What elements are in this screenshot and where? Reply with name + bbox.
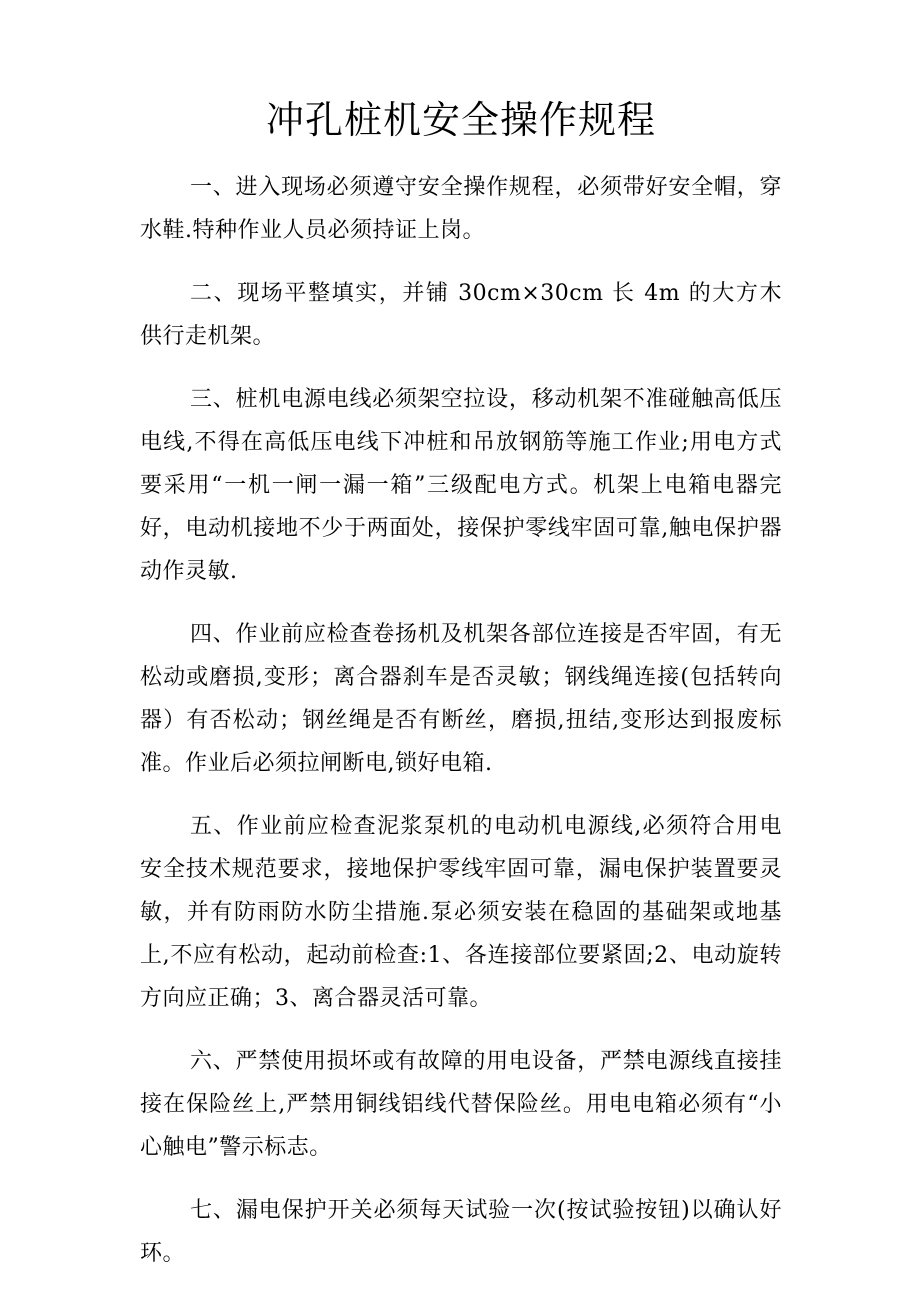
paragraph-5: 五、作业前应检查泥浆泵机的电动机电源线,必须符合用电安全技术规范要求，接地保护零线牢固可靠，漏电保护装置要灵敏，并有防雨防水防尘措施.泵必须安装在稳固的基础架或地基上,不应有松动，起动前检查:1、各连接部位要紧固;2、电动旋转方向应正确；3、离合器灵活可靠。 <box>140 814 782 1011</box>
document-page <box>140 96 782 1295</box>
paragraph-1: 一、进入现场必须遵守安全操作规程，必须带好安全帽，穿水鞋.特种作业人员必须持证上岗。 <box>140 175 782 243</box>
paragraph-3: 三、桩机电源电线必须架空拉设，移动机架不准碰触高低压电线,不得在高低压电线下冲桩和吊放钢筋等施工作业;用电方式要采用“一机一闸一漏一箱”三级配电方式。机架上电箱电器完好，电动机接地不少于两面处，接保护零线牢固可靠,触电保护器动作灵敏. <box>140 387 782 584</box>
paragraph-2: 二、现场平整填实，并铺 30cm×30cm 长 4m 的大方木供行走机架。 <box>140 281 782 349</box>
paragraph-6: 六、严禁使用损坏或有故障的用电设备，严禁电源线直接挂接在保险丝上,严禁用铜线铝线代替保险丝。用电电箱必须有“小心触电”警示标志。 <box>140 1049 782 1160</box>
document-title: 冲孔桩机安全操作规程 <box>265 98 656 142</box>
paragraph-7: 七、漏电保护开关必须每天试验一次(按试验按钮)以确认好环。 <box>140 1198 782 1266</box>
paragraph-4: 四、作业前应检查卷扬机及机架各部位连接是否牢固，有无松动或磨损,变形；离合器刹车是否灵敏；钢线绳连接(包括转向器）有否松动；钢丝绳是否有断丝，磨损,扭结,变形达到报废标准。作业后必须拉闸断电,锁好电箱. <box>140 622 782 776</box>
